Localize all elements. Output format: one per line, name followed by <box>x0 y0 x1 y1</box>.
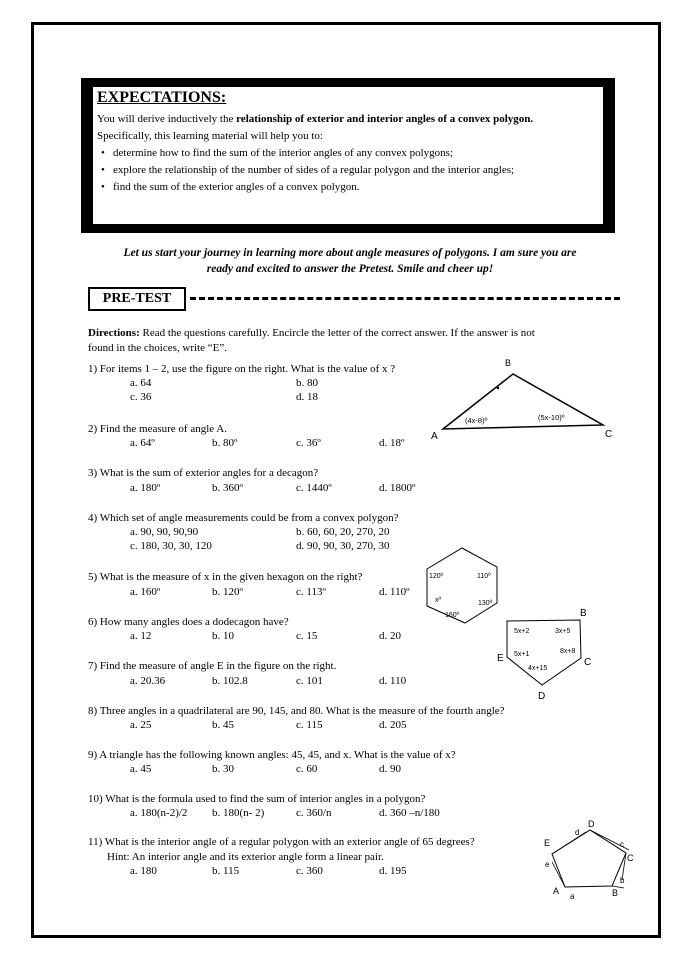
q8-choice-c[interactable]: c. 115 <box>296 719 323 731</box>
q7-choice-d[interactable]: d. 110 <box>379 675 407 687</box>
triangle-label-b: B <box>505 358 512 368</box>
q1-choice-d[interactable]: d. 18 <box>296 391 318 403</box>
pretest-title: PRE-TEST <box>88 287 186 311</box>
q10-choice-a[interactable]: a. 180(n-2)/2 <box>130 807 188 819</box>
q3-choice-a[interactable]: a. 180º <box>130 482 161 494</box>
pentagon-angle-2: 3x+5 <box>555 628 571 635</box>
q1-choice-c[interactable]: c. 36 <box>130 391 152 403</box>
q2-choice-c[interactable]: c. 36º <box>296 437 321 449</box>
q8-choice-b[interactable]: b. 45 <box>212 719 234 731</box>
pentagon-angle-4: 8x+8 <box>560 648 576 655</box>
q9-choice-a[interactable]: a. 45 <box>130 763 152 775</box>
q5-choice-b[interactable]: b. 120º <box>212 586 243 598</box>
q7-choice-c[interactable]: c. 101 <box>296 675 323 687</box>
question-5: 5) What is the measure of x in the given hexagon on the right? <box>88 571 363 583</box>
expectations-line1-bold: relationship of exterior and interior angles of a convex polygon. <box>236 112 534 125</box>
hexagon-figure <box>427 548 497 623</box>
hexagon-angle-3: xº <box>435 597 442 604</box>
regular-pentagon-shape <box>552 830 626 887</box>
q11-choice-a[interactable]: a. 180 <box>130 865 157 877</box>
question-11-hint: Hint: An interior angle and its exterior angle form a linear pair. <box>107 851 384 863</box>
hexagon-shape <box>427 548 497 623</box>
pentagon-angle-5: 4x+15 <box>528 665 548 672</box>
expectations-bullet: • determine how to find the sum of the interior angles of any convex polygons; <box>111 145 599 162</box>
q9-choice-b[interactable]: b. 30 <box>212 763 234 775</box>
pentagon-label-e: E <box>497 653 504 664</box>
regpent-angle-c: c <box>620 840 624 849</box>
intro-line2: ready and excited to answer the Pretest. Smile and cheer up! <box>206 262 494 275</box>
hexagon-angle-2: 110º <box>477 573 491 580</box>
q1-choice-b[interactable]: b. 80 <box>296 377 318 389</box>
regpent-label-a-vertex: A <box>553 886 560 896</box>
intro-line1: Let us start your journey in learning more about angle measures of polygons. I am sure you are <box>123 247 577 259</box>
expectations-bullet: • explore the relationship of the number of sides of a regular polygon and the interior angles; <box>111 162 599 179</box>
expectations-line1-prefix: You will derive inductively the <box>97 112 237 125</box>
q2-choice-b[interactable]: b. 80º <box>212 437 238 449</box>
directions-line2: found in the choices, write “E”. <box>88 342 227 354</box>
regpent-angle-b: b <box>620 876 625 885</box>
q6-choice-a[interactable]: a. 12 <box>130 630 152 642</box>
regpent-label-e-vertex: E <box>544 838 551 848</box>
question-9: 9) A triangle has the following known angles: 45, 45, and x. What is the value of x? <box>88 749 456 761</box>
triangle-label-c: C <box>605 429 613 440</box>
question-11: 11) What is the interior angle of a regular polygon with an exterior angle of 65 degrees? <box>88 836 475 848</box>
q10-choice-c[interactable]: c. 360/n <box>296 807 332 819</box>
expectations-title: EXPECTATIONS: <box>97 89 227 106</box>
q10-choice-b[interactable]: b. 180(n- 2) <box>212 807 265 819</box>
q4-choice-a[interactable]: a. 90, 90, 90,90 <box>130 526 199 538</box>
triangle-dot <box>497 387 500 390</box>
q2-choice-d[interactable]: d. 18º <box>379 437 405 449</box>
expectations-line2: Specifically, this learning material will help you to: <box>97 129 323 142</box>
question-4: 4) Which set of angle measurements could be from a convex polygon? <box>88 512 399 524</box>
pentagon-label-c: C <box>584 657 592 668</box>
q3-choice-b[interactable]: b. 360º <box>212 482 243 494</box>
question-3: 3) What is the sum of exterior angles for a decagon? <box>88 467 319 479</box>
pentagon-angle-3: 5x+1 <box>514 651 530 658</box>
regpent-angle-e: e <box>545 860 550 869</box>
hexagon-angle-4: 130º <box>478 600 493 607</box>
q11-choice-c[interactable]: c. 360 <box>296 865 323 877</box>
q5-choice-c[interactable]: c. 113º <box>296 586 326 598</box>
q8-choice-a[interactable]: a. 25 <box>130 719 152 731</box>
question-6: 6) How many angles does a dodecagon have? <box>88 616 289 628</box>
ext-line-e <box>552 862 565 887</box>
q4-choice-d[interactable]: d. 90, 90, 30, 270, 30 <box>296 540 390 552</box>
q9-choice-d[interactable]: d. 90 <box>379 763 401 775</box>
pentagon-angles-figure <box>497 608 591 702</box>
regpent-label-c-vertex: C <box>627 853 634 863</box>
question-1: 1) For items 1 – 2, use the figure on the right. What is the value of x ? <box>88 363 396 375</box>
q6-choice-d[interactable]: d. 20 <box>379 630 401 642</box>
question-7: 7) Find the measure of angle E in the figure on the right. <box>88 660 337 672</box>
q5-choice-a[interactable]: a. 160º <box>130 586 161 598</box>
ext-line-d <box>552 832 586 854</box>
q6-choice-c[interactable]: c. 15 <box>296 630 318 642</box>
q7-choice-b[interactable]: b. 102.8 <box>212 675 248 687</box>
directions-line1: Read the questions carefully. Encircle the letter of the correct answer. If the answer is not <box>139 327 535 339</box>
q7-choice-a[interactable]: a. 20.36 <box>130 675 166 687</box>
question-8: 8) Three angles in a quadrilateral are 90, 145, and 80. What is the measure of the fourth angle? <box>88 705 505 717</box>
q6-choice-b[interactable]: b. 10 <box>212 630 234 642</box>
regpent-angle-d: d <box>575 828 580 837</box>
regpent-angle-a: a <box>570 892 575 901</box>
q2-choice-a[interactable]: a. 64º <box>130 437 155 449</box>
pentagon-label-b: B <box>580 608 587 619</box>
q10-choice-d[interactable]: d. 360 –n/180 <box>379 807 440 819</box>
hexagon-angle-5: 160º <box>445 612 460 619</box>
pentagon-angle-1: 5x+2 <box>514 628 530 635</box>
triangle-figure <box>431 358 612 442</box>
q9-choice-c[interactable]: c. 60 <box>296 763 318 775</box>
q8-choice-d[interactable]: d. 205 <box>379 719 407 731</box>
q3-choice-c[interactable]: c. 1440º <box>296 482 332 494</box>
q1-choice-a[interactable]: a. 64 <box>130 377 152 389</box>
triangle-angle-c: (5x-10)º <box>538 413 565 422</box>
q4-choice-b[interactable]: b. 60, 60, 20, 270, 20 <box>296 526 390 538</box>
regpent-label-b-vertex: B <box>612 888 619 898</box>
regular-pentagon-figure <box>544 819 634 901</box>
hexagon-angle-1: 120º <box>429 573 444 580</box>
expectations-bullet: • find the sum of the exterior angles of a convex polygon. <box>111 179 599 196</box>
q4-choice-c[interactable]: c. 180, 30, 30, 120 <box>130 540 212 552</box>
question-10: 10) What is the formula used to find the sum of interior angles in a polygon? <box>88 793 426 805</box>
triangle-label-a: A <box>431 431 438 442</box>
q11-choice-d[interactable]: d. 195 <box>379 865 407 877</box>
q11-choice-b[interactable]: b. 115 <box>212 865 240 877</box>
pentagon-label-d: D <box>538 691 546 702</box>
triangle-angle-a: (4x-8)º <box>465 416 488 425</box>
question-2: 2) Find the measure of angle A. <box>88 423 227 435</box>
q5-choice-d[interactable]: d. 110º <box>379 586 410 598</box>
regpent-label-d-vertex: D <box>588 819 595 829</box>
directions-label: Directions: <box>88 327 140 339</box>
q3-choice-d[interactable]: d. 1800º <box>379 482 416 494</box>
